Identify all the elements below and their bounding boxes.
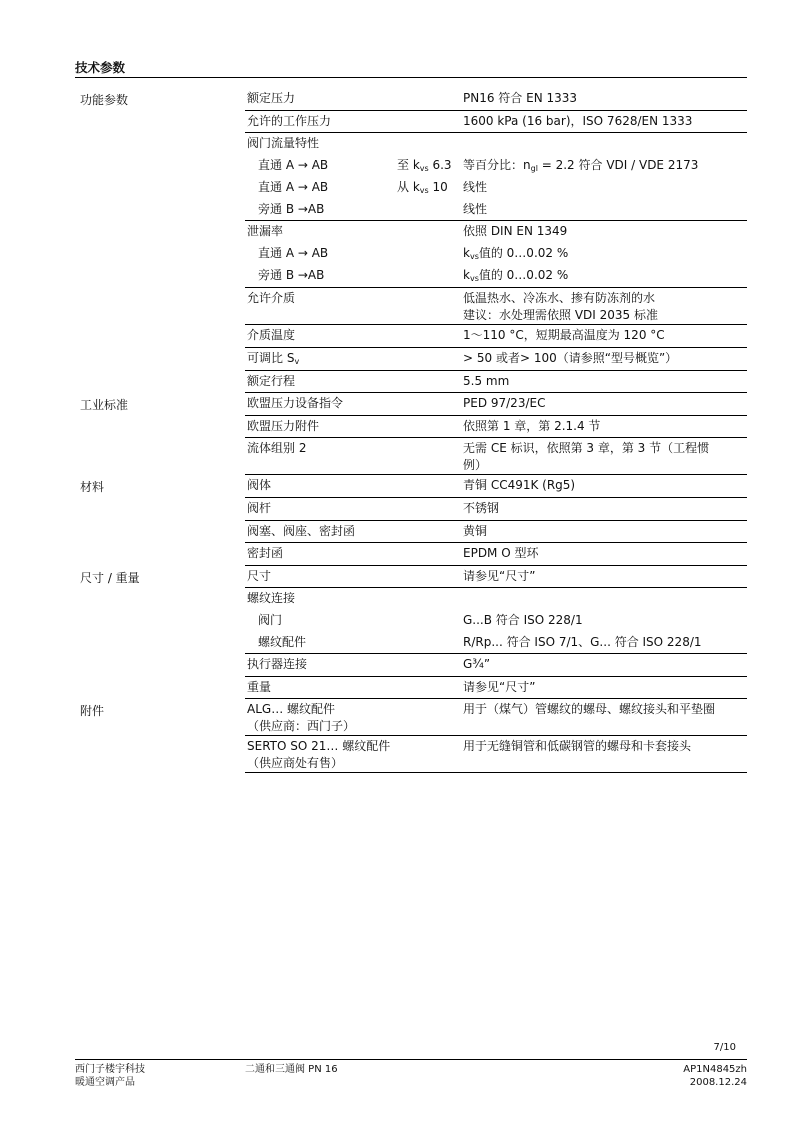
param-cell bbox=[245, 699, 463, 735]
spec-line bbox=[245, 543, 747, 565]
param-cell bbox=[245, 654, 463, 673]
spec-section bbox=[75, 699, 747, 773]
condition-text: 至 k bbox=[397, 157, 420, 172]
param-cell bbox=[245, 566, 463, 585]
spec-line bbox=[245, 566, 747, 588]
condition-subscript: vs bbox=[419, 185, 429, 195]
param-line: ALG… 螺纹配件 bbox=[247, 702, 336, 717]
spec-row bbox=[245, 677, 747, 700]
spec-line bbox=[245, 610, 747, 632]
spec-row bbox=[245, 288, 747, 325]
value-line: 例） bbox=[463, 458, 488, 473]
param-name: 尺寸 bbox=[247, 568, 272, 583]
condition-subscript: vs bbox=[419, 163, 429, 173]
value-line: EPDM O 型环 bbox=[463, 546, 539, 561]
section-label: 功能参数 bbox=[80, 93, 129, 107]
param-name: 重量 bbox=[247, 679, 272, 694]
value-cell bbox=[463, 325, 747, 344]
spec-line bbox=[245, 199, 747, 221]
spec-row bbox=[245, 475, 747, 498]
param-name: 阀体 bbox=[247, 478, 272, 493]
value-line: PN16 符合 EN 1333 bbox=[463, 91, 578, 105]
spec-section bbox=[75, 393, 747, 475]
param-cell bbox=[245, 371, 463, 390]
value-cell bbox=[463, 699, 747, 718]
spec-line bbox=[245, 88, 747, 110]
param-name: 额定行程 bbox=[247, 373, 296, 388]
param-cell bbox=[245, 111, 463, 130]
param-cell bbox=[245, 632, 463, 651]
param-name: 允许介质 bbox=[247, 290, 296, 305]
param-name: 直通 A → AB bbox=[258, 179, 329, 194]
spec-line bbox=[245, 221, 747, 243]
param-condition bbox=[397, 157, 463, 177]
spec-section bbox=[75, 566, 747, 700]
param-cell bbox=[245, 677, 463, 696]
section-label: 工业标准 bbox=[80, 398, 129, 413]
param-name: 螺纹配件 bbox=[258, 634, 307, 649]
param-cell bbox=[245, 610, 463, 629]
spec-line bbox=[245, 498, 747, 520]
spec-line bbox=[245, 588, 747, 610]
footer-company bbox=[75, 1063, 145, 1089]
condition-text: 从 k bbox=[397, 179, 420, 194]
param-name: 旁通 B →AB bbox=[258, 201, 325, 216]
value-text bbox=[463, 267, 743, 287]
param-cell bbox=[245, 475, 463, 494]
param-line: （供应商：西门子） bbox=[247, 719, 356, 734]
param-name bbox=[247, 701, 463, 735]
param-cell bbox=[245, 498, 463, 517]
value-suffix: 值的 0…0.02 % bbox=[478, 245, 569, 260]
page-number: 7/10 bbox=[713, 1042, 736, 1053]
value-line: 请参见“尺寸” bbox=[463, 568, 536, 583]
value-cell bbox=[463, 543, 747, 562]
value-line: 黄铜 bbox=[463, 523, 488, 538]
value-cell bbox=[463, 348, 747, 367]
param-cell bbox=[245, 736, 463, 772]
value-line: 不锈钢 bbox=[463, 500, 500, 515]
value-prefix: k bbox=[463, 267, 470, 282]
spec-line bbox=[245, 133, 747, 155]
spec-section bbox=[75, 88, 747, 393]
param-cell bbox=[245, 288, 463, 307]
param-name: 欧盟压力附件 bbox=[247, 418, 320, 433]
footer-doc-info bbox=[683, 1063, 747, 1089]
spec-line bbox=[245, 736, 747, 772]
spec-row bbox=[245, 393, 747, 416]
value-cell bbox=[463, 438, 747, 474]
title-divider bbox=[75, 77, 747, 78]
spec-row bbox=[245, 736, 747, 773]
value-cell bbox=[463, 288, 747, 324]
param-cell bbox=[245, 348, 463, 370]
value-line: 1～110 °C，短期最高温度为 120 °C bbox=[463, 327, 665, 342]
value-subscript: vs bbox=[469, 273, 479, 283]
value-cell bbox=[463, 566, 747, 585]
page-title: 技术参数 bbox=[75, 60, 126, 75]
param-name: 允许的工作压力 bbox=[247, 113, 332, 128]
param-name: 泄漏率 bbox=[247, 224, 284, 239]
param-name: 直通 A → AB bbox=[258, 157, 329, 172]
spec-line bbox=[245, 438, 747, 474]
value-cell bbox=[463, 610, 747, 629]
spec-section bbox=[75, 475, 747, 565]
value-line: 依照第 1 章，第 2.1.4 节 bbox=[463, 418, 601, 433]
value-line: 1600 kPa (16 bar)，ISO 7628/EN 1333 bbox=[463, 113, 693, 128]
value-line: PED 97/23/EC bbox=[463, 396, 546, 411]
spec-row bbox=[245, 371, 747, 394]
section-label: 尺寸 / 重量 bbox=[80, 570, 140, 585]
param-name bbox=[247, 738, 463, 772]
value-prefix: 等百分比：n bbox=[463, 157, 531, 172]
spec-row bbox=[245, 521, 747, 544]
param-condition bbox=[397, 179, 463, 199]
spec-line bbox=[245, 325, 747, 347]
param-name: 额定压力 bbox=[247, 91, 296, 105]
value-suffix: 值的 0…0.02 % bbox=[478, 267, 569, 282]
param-cell bbox=[245, 393, 463, 412]
spec-line bbox=[245, 348, 747, 370]
footer-company-line1: 西门子楼宇科技 bbox=[75, 1064, 145, 1075]
spec-row bbox=[245, 416, 747, 439]
value-cell bbox=[463, 199, 747, 218]
param-cell bbox=[245, 243, 463, 262]
section-label: 材料 bbox=[80, 480, 105, 495]
param-name: 介质温度 bbox=[247, 327, 296, 342]
spec-line bbox=[245, 177, 747, 199]
param-text: 可调比 S bbox=[247, 350, 295, 365]
param-name: 直通 A → AB bbox=[258, 245, 329, 260]
value-cell bbox=[463, 654, 747, 673]
param-name: 执行器连接 bbox=[247, 657, 308, 672]
value-cell bbox=[463, 632, 747, 651]
footer-doc-id: AP1N4845zh bbox=[683, 1064, 747, 1075]
footer-company-line2: 暖通空调产品 bbox=[75, 1077, 135, 1088]
spec-row bbox=[245, 88, 747, 111]
param-name: 阀门流量特性 bbox=[247, 136, 320, 151]
footer-date: 2008.12.24 bbox=[689, 1077, 747, 1088]
value-prefix: k bbox=[463, 245, 470, 260]
value-text bbox=[463, 157, 743, 177]
param-name: 流体组别 2 bbox=[247, 441, 307, 456]
spec-line bbox=[245, 243, 747, 265]
value-cell bbox=[463, 393, 747, 412]
spec-line bbox=[245, 416, 747, 438]
param-cell bbox=[245, 177, 463, 199]
param-name bbox=[247, 350, 463, 370]
value-cell bbox=[463, 498, 747, 517]
value-line: 用于无缝铜管和低碳钢管的螺母和卡套接头 bbox=[463, 739, 692, 754]
param-name: 密封函 bbox=[247, 546, 284, 561]
value-cell bbox=[463, 177, 747, 196]
spec-line bbox=[245, 699, 747, 735]
spec-row bbox=[245, 588, 747, 654]
value-cell bbox=[463, 588, 747, 590]
value-line: R/Rp... 符合 ISO 7/1、G... 符合 ISO 228/1 bbox=[463, 634, 702, 649]
spec-line bbox=[245, 155, 747, 177]
param-cell bbox=[245, 416, 463, 435]
value-line: 无需 CE 标识，依照第 3 章，第 3 节（工程惯 bbox=[463, 441, 710, 456]
condition-value: 10 bbox=[428, 179, 448, 194]
value-line: > 50 或者> 100（请参照“型号概览”） bbox=[463, 350, 678, 365]
value-line: 用于（煤气）管螺纹的螺母、螺纹接头和平垫圈 bbox=[463, 702, 716, 717]
value-line: 建议：水处理需依照 VDI 2035 标准 bbox=[463, 307, 658, 322]
value-subscript: gl bbox=[530, 163, 538, 173]
spec-line bbox=[245, 111, 747, 133]
value-cell bbox=[463, 265, 747, 287]
spec-row bbox=[245, 133, 747, 221]
param-cell bbox=[245, 521, 463, 540]
value-line: G...B 符合 ISO 228/1 bbox=[463, 612, 583, 627]
spec-row bbox=[245, 438, 747, 475]
section-label: 附件 bbox=[80, 704, 105, 719]
value-cell bbox=[463, 371, 747, 390]
spec-line bbox=[245, 265, 747, 287]
spec-row bbox=[245, 111, 747, 134]
spec-line bbox=[245, 654, 747, 676]
param-cell bbox=[245, 133, 463, 152]
value-line: 5.5 mm bbox=[463, 373, 510, 388]
spec-row bbox=[245, 498, 747, 521]
footer-divider bbox=[75, 1059, 747, 1060]
spec-row bbox=[245, 566, 747, 589]
param-name: 阀杆 bbox=[247, 500, 272, 515]
value-cell bbox=[463, 133, 747, 135]
value-cell bbox=[463, 155, 747, 177]
spec-line bbox=[245, 371, 747, 393]
spec-line bbox=[245, 288, 747, 324]
param-line: （供应商处有售） bbox=[247, 756, 344, 771]
value-cell bbox=[463, 88, 747, 107]
spec-line bbox=[245, 393, 747, 415]
spec-row bbox=[245, 348, 747, 371]
spec-line bbox=[245, 632, 747, 654]
param-line: SERTO SO 21… 螺纹配件 bbox=[247, 739, 391, 754]
footer-product: 二通和三通阀 PN 16 bbox=[245, 1064, 338, 1075]
param-cell bbox=[245, 221, 463, 240]
spec-line bbox=[245, 475, 747, 497]
spec-row bbox=[245, 699, 747, 736]
param-cell bbox=[245, 265, 463, 284]
param-cell bbox=[245, 199, 463, 218]
param-cell bbox=[245, 325, 463, 344]
param-name: 欧盟压力设备指令 bbox=[247, 396, 344, 411]
param-subscript: v bbox=[294, 356, 300, 366]
param-cell bbox=[245, 438, 463, 457]
spec-row bbox=[245, 654, 747, 677]
value-line: 请参见“尺寸” bbox=[463, 679, 536, 694]
spec-line bbox=[245, 677, 747, 699]
value-cell bbox=[463, 111, 747, 130]
value-line: 低温热水、冷冻水、掺有防冻剂的水 bbox=[463, 290, 656, 305]
spec-row bbox=[245, 221, 747, 288]
value-line: G¾” bbox=[463, 657, 491, 672]
param-name: 旁通 B →AB bbox=[258, 267, 325, 282]
param-cell bbox=[245, 155, 463, 177]
param-name: 阀门 bbox=[258, 612, 283, 627]
spec-line bbox=[245, 521, 747, 543]
value-cell bbox=[463, 521, 747, 540]
value-line: 青铜 CC491K (Rg5) bbox=[463, 478, 576, 493]
condition-value: 6.3 bbox=[428, 157, 452, 172]
value-cell bbox=[463, 416, 747, 435]
param-name: 螺纹连接 bbox=[247, 591, 296, 606]
value-text bbox=[463, 245, 743, 265]
value-subscript: vs bbox=[469, 251, 479, 261]
spec-table bbox=[75, 88, 747, 773]
value-cell bbox=[463, 475, 747, 494]
value-cell bbox=[463, 243, 747, 265]
value-suffix: = 2.2 符合 VDI / VDE 2173 bbox=[537, 157, 699, 172]
value-line: 依照 DIN EN 1349 bbox=[463, 224, 568, 239]
param-cell bbox=[245, 588, 463, 607]
spec-row bbox=[245, 543, 747, 566]
spec-row bbox=[245, 325, 747, 348]
value-cell bbox=[463, 221, 747, 240]
param-cell bbox=[245, 88, 463, 107]
param-name: 阀塞、阀座、密封函 bbox=[247, 523, 356, 538]
value-line: 线性 bbox=[463, 201, 488, 216]
param-cell bbox=[245, 543, 463, 562]
value-cell bbox=[463, 677, 747, 696]
value-cell bbox=[463, 736, 747, 755]
value-line: 线性 bbox=[463, 179, 488, 194]
